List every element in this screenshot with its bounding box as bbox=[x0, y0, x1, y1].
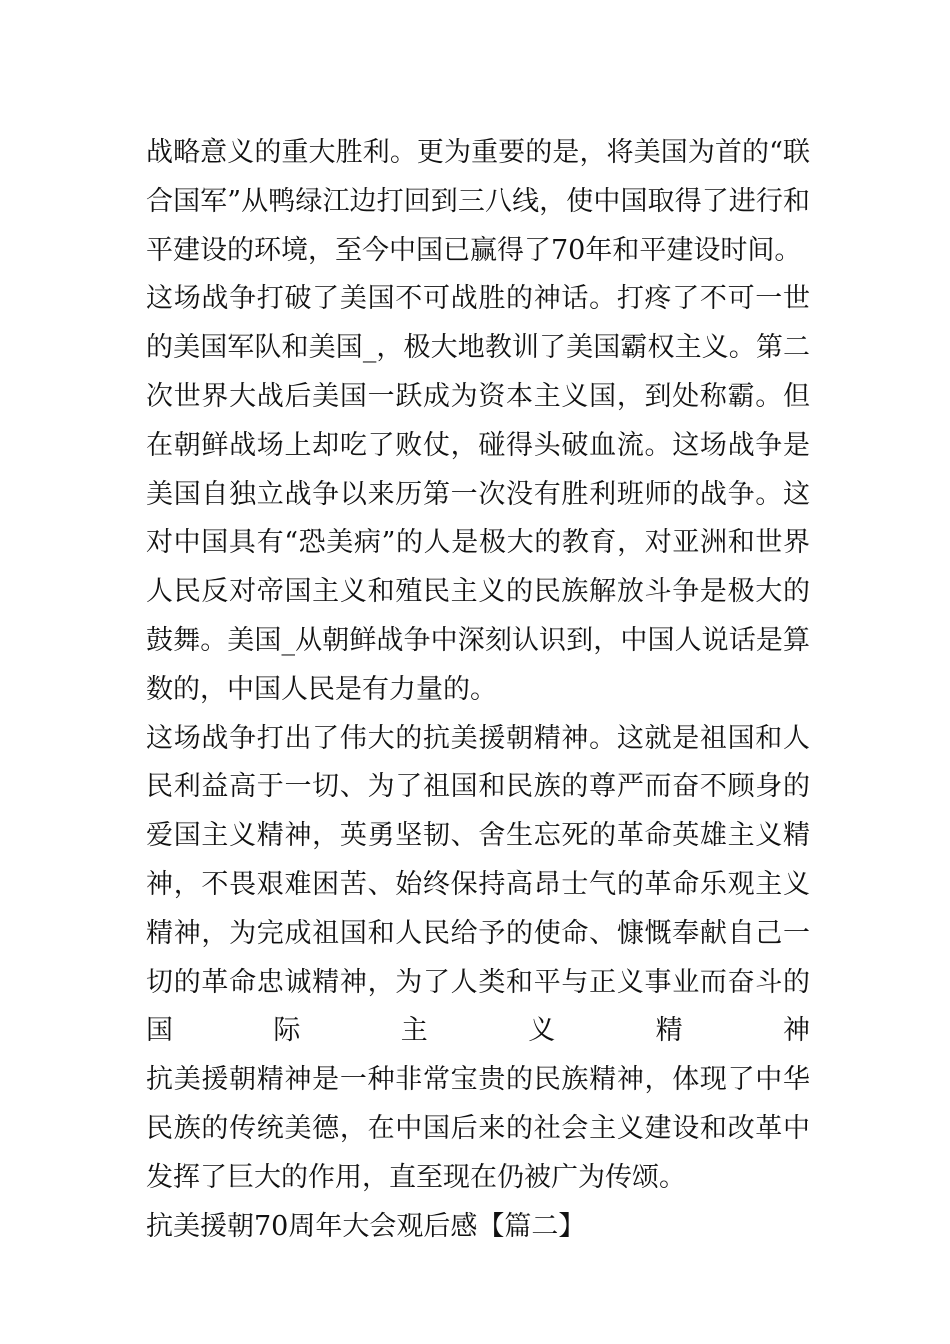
paragraph-victory: 战略意义的重大胜利。更为重要的是，将美国为首的“联合国军”从鸭绿江边打回到三八线，使中国取得了进行和平建设的环境，至今中国已赢得了70年和平建设时间。 bbox=[146, 137, 810, 266]
paragraph-spirit: 这场战争打出了伟大的抗美援朝精神。这就是祖国和人民利益高于一切、为了祖国和民族的尊严而奋不顾身的爱国主义精神，英勇坚韧、舍生忘死的革命英雄主义精神，不畏艰难困苦、始终保持高昂士气的革命乐观主义精神，为完成祖国和人民给予的使命、慷慨奉献自己一切的革命忠诚精神，为了人类和平与正义事业而奋斗的国际主义精神 bbox=[146, 722, 810, 1047]
section-heading: 抗美援朝70周年大会观后感【篇二】 bbox=[146, 1210, 586, 1242]
paragraph-myth: 这场战争打破了美国不可战胜的神话。打疼了不可一世的美国军队和美国_，极大地教训了美国霸权主义。第二次世界大战后美国一跃成为资本主义国，到处称霸。但在朝鲜战场上却吃了败仗，碰得头破血流。这场战争是美国自独立战争以来历第一次没有胜利班师的战争。这对中国具有“恐美病”的人是极大的教育，对亚洲和世界人民反对帝国主义和殖民主义的民族解放斗争是极大的鼓舞。美国_从朝鲜战争中深刻认识到，中国人说话是算数的，中国人民是有力量的。 bbox=[146, 283, 810, 705]
paragraph-national-spirit: 抗美援朝精神是一种非常宝贵的民族精神，体现了中华民族的传统美德，在中国后来的社会主义建设和改革中发挥了巨大的作用，直至现在仍被广为传颂。 bbox=[146, 1064, 810, 1193]
document-body bbox=[146, 129, 810, 1251]
